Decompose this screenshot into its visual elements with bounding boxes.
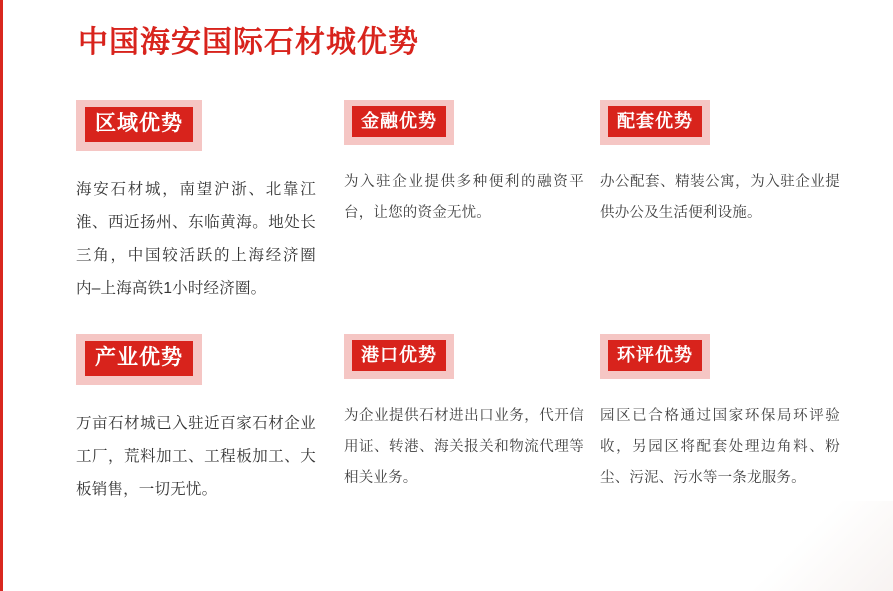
- advantage-badge-label: 环评优势: [608, 340, 702, 371]
- advantage-card-industry: [76, 334, 316, 522]
- advantage-badge: [76, 334, 202, 385]
- advantage-description: 为企业提供石材进出口业务，代开信用证、转港、海关报关和物流代理等相关业务。: [344, 408, 584, 486]
- advantage-card-financial: [344, 100, 584, 244]
- advantage-description: 办公配套、精装公寓，为入驻企业提供办公及生活便利设施。: [600, 174, 840, 221]
- advantage-badge-label: 港口优势: [352, 340, 446, 371]
- advantage-card-facilities: [600, 100, 840, 244]
- advantage-badge: [600, 100, 710, 145]
- advantage-description: 海安石材城，南望沪浙、北靠江淮、西近扬州、东临黄海。地处长三角，中国较活跃的上海经济圈内–上海高铁1小时经济圈。: [76, 181, 316, 297]
- corner-gradient: [743, 501, 893, 591]
- page-title: 中国海安国际石材城优势: [78, 26, 419, 60]
- advantage-badge-label: 区域优势: [85, 107, 193, 142]
- advantage-badge: [76, 100, 202, 151]
- advantage-card-environmental: [600, 334, 840, 509]
- advantage-description: 万亩石材城已入驻近百家石材企业工厂，荒料加工、工程板加工、大板销售，一切无忧。: [76, 415, 316, 498]
- advantage-badge: [344, 100, 454, 145]
- advantage-badge: [600, 334, 710, 379]
- advantage-badge-label: 金融优势: [352, 106, 446, 137]
- advantage-description: 为入驻企业提供多种便利的融资平台，让您的资金无忧。: [344, 174, 584, 221]
- advantage-badge-label: 产业优势: [85, 341, 193, 376]
- advantage-card-port: [344, 334, 584, 509]
- advantage-badge: [344, 334, 454, 379]
- advantage-badge-label: 配套优势: [608, 106, 702, 137]
- advantage-card-regional: [76, 100, 316, 321]
- advantage-description: 园区已合格通过国家环保局环评验收，另园区将配套处理边角料、粉尘、污泥、污水等一条龙服务。: [600, 408, 840, 486]
